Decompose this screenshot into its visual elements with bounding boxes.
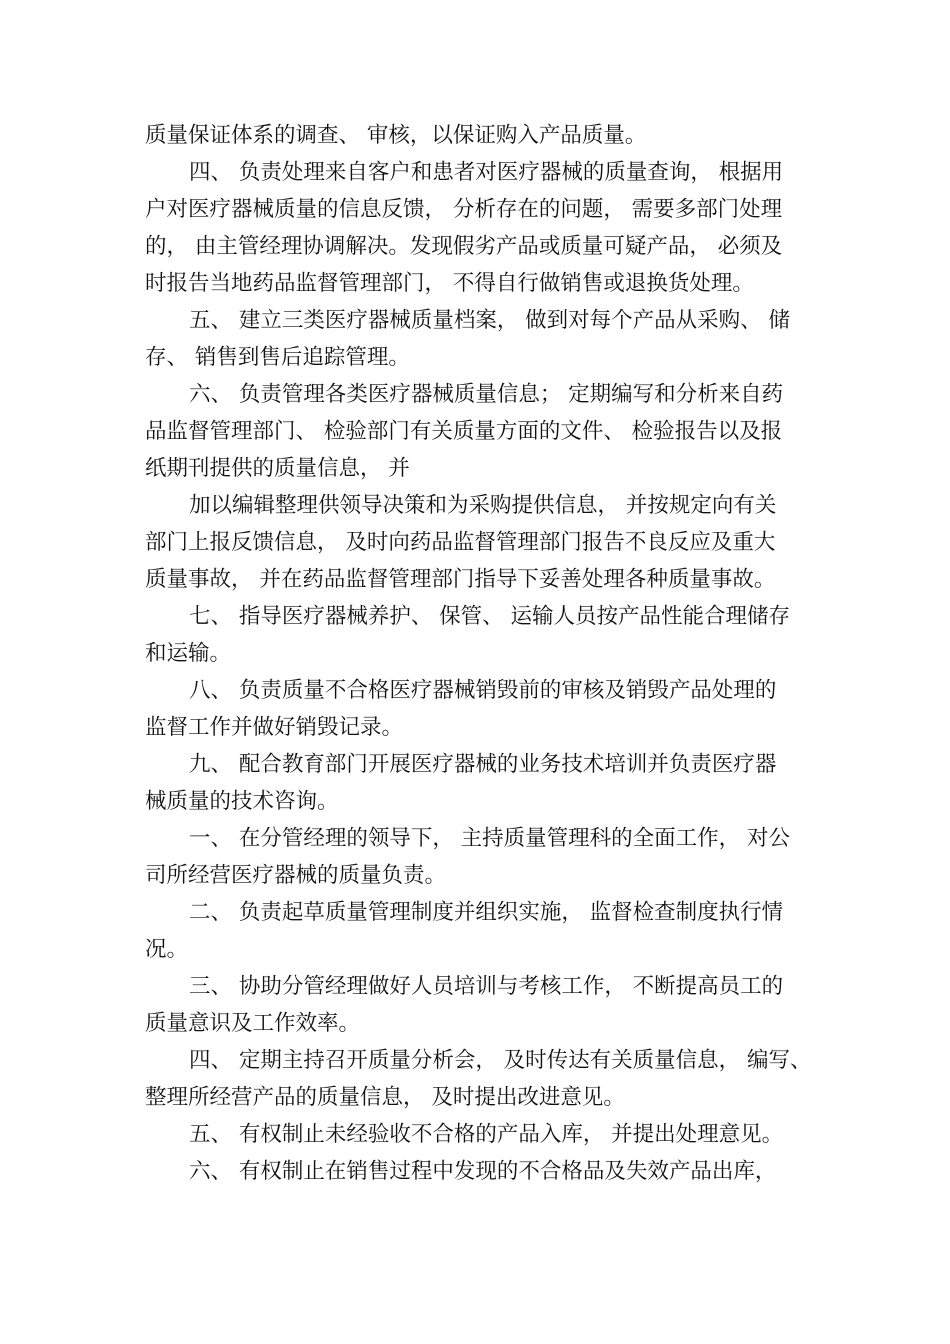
text-line: 品监督管理部门、 检验部门有关质量方面的文件、 检验报告以及报: [145, 419, 783, 444]
text-line: 九、 配合教育部门开展医疗器械的业务技术培训并负责医疗器: [189, 752, 777, 777]
text-line: 质量意识及工作效率。: [145, 1011, 361, 1036]
text-line: 五、 建立三类医疗器械质量档案， 做到对每个产品从采购、 储: [189, 308, 791, 333]
text-line: 六、 负责管理各类医疗器械质量信息； 定期编写和分析来自药: [189, 382, 784, 407]
text-line: 五、 有权制止未经验收不合格的产品入库， 并提出处理意见。: [189, 1122, 784, 1147]
text-line: 司所经营医疗器械的质量负责。: [145, 863, 447, 888]
text-line: 四、 定期主持召开质量分析会， 及时传达有关质量信息， 编写、: [189, 1048, 812, 1073]
text-line: 一、 在分管经理的领导下， 主持质量管理科的全面工作， 对公: [189, 826, 791, 851]
text-line: 部门上报反馈信息， 及时向药品监督管理部门报告不良反应及重大: [145, 530, 776, 555]
text-line: 存、 销售到售后追踪管理。: [145, 345, 410, 370]
text-line: 户对医疗器械质量的信息反馈， 分析存在的问题， 需要多部门处理: [145, 197, 783, 222]
text-line: 质量事故， 并在药品监督管理部门指导下妥善处理各种质量事故。: [145, 567, 776, 592]
document-body: [145, 117, 825, 1190]
text-line: 四、 负责处理来自客户和患者对医疗器械的质量查询， 根据用: [189, 160, 784, 185]
text-line: 的， 由主管经理协调解决。发现假劣产品或质量可疑产品， 必须及: [145, 234, 783, 259]
text-line: 质量保证体系的调查、 审核，以保证购入产品质量。: [145, 123, 647, 148]
text-line: 和运输。: [145, 641, 232, 666]
text-line: 纸期刊提供的质量信息， 并: [145, 456, 410, 481]
text-line: 三、 协助分管经理做好人员培训与考核工作， 不断提高员工的: [189, 974, 784, 999]
text-line: 械质量的技术咨询。: [145, 789, 339, 814]
text-line: 整理所经营产品的质量信息， 及时提出改进意见。: [145, 1085, 625, 1110]
text-line: 七、 指导医疗器械养护、 保管、 运输人员按产品性能合理储存: [189, 604, 791, 629]
text-line: 加以编辑整理供领导决策和为采购提供信息， 并按规定向有关: [189, 493, 777, 518]
text-line: 八、 负责质量不合格医疗器械销毁前的审核及销毁产品处理的: [189, 678, 777, 703]
text-line: 六、 有权制止在销售过程中发现的不合格品及失效产品出库，: [189, 1159, 777, 1184]
text-line: 时报告当地药品监督管理部门， 不得自行做销售或退换货处理。: [145, 271, 754, 296]
text-line: 监督工作并做好销毁记录。: [145, 715, 404, 740]
text-line: 二、 负责起草质量管理制度并组织实施， 监督检查制度执行情: [189, 900, 784, 925]
text-line: 况。: [145, 937, 189, 962]
